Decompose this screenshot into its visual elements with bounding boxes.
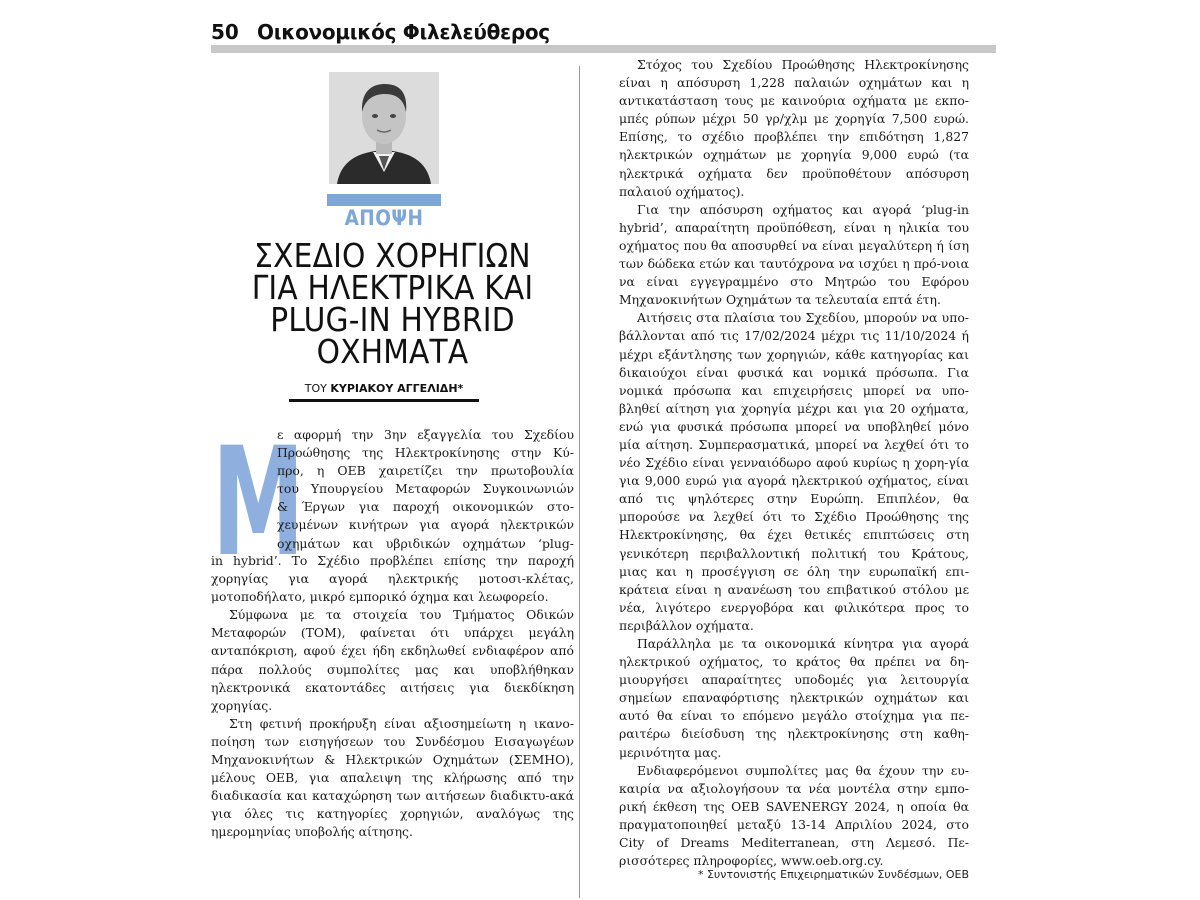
author-footnote: * Συντονιστής Επιχειρηματικών Συνδέσμων, ΟΕΒ bbox=[697, 868, 969, 881]
text-line: χευμένων κινήτρων για αγορά ηλεκτρικών bbox=[277, 517, 574, 533]
byline-author: ΚΥΡΙΑΚΟΥ ΑΓΓΕΛΙΔΗ* bbox=[330, 382, 464, 395]
drop-cap: Μ bbox=[212, 416, 305, 590]
page-number: 50 bbox=[211, 20, 239, 44]
paragraph: in hybrid’. Το Σχέδιο προβλέπει επίσης την παροχή χορηγίας για αγορά ηλεκτρικής μοτοσι-κλέτας, μοτοποδήλατο, μικρό εμπορικό όχημα και λεωφορείο. bbox=[211, 553, 574, 605]
byline bbox=[289, 382, 479, 395]
text-line: & Έργων για παροχή οικονομικών στο- bbox=[277, 499, 574, 515]
paragraph: Στη φετινή προκήρυξη είναι αξιοσημείωτη η ικανο-ποίηση των εισηγήσεων του Συνδέσμου Εισαγωγέων Μηχανοκινήτων & Ηλεκτρικών Οχημάτων (ΣΕΜΗΟ), μέλους ΟΕΒ, για απαλειψη της κλήρωσης από την διαδικασία και καταχώρηση των αιτήσεων διαδικτυ-ακά για όλες τις κατηγορίες χορηγιών, αναλόγως της ημερομηνίας υποβολής αίτησης. bbox=[211, 715, 574, 840]
header-rule bbox=[211, 45, 996, 53]
headline-line: ΟΧΗΜΑΤΑ bbox=[316, 332, 469, 371]
byline-prefix: ΤΟΥ bbox=[304, 382, 327, 395]
category-bar bbox=[327, 194, 441, 206]
paragraph: Για την απόσυρση οχήματος και αγορά ‘plug-in hybrid’, απαραίτητη προϋπόθεση, είναι η ηλικία του οχήματος που θα αποσυρθεί να είναι μεγαλύτερη ή ίση των δώδεκα ετών και ταυτόχρονα να ισχύει η πρό-νοια να είναι εγγεγραμμένο στο Μητρώο του Εφόρου Μηχανοκινήτων Οχημάτων τα τελευταία επτά έτη. bbox=[619, 201, 969, 308]
text-line: οχημάτων και υβριδικών οχημάτων ‘plug- bbox=[277, 535, 574, 551]
column-divider bbox=[579, 66, 580, 898]
byline-rule bbox=[289, 399, 479, 402]
paragraph: Στόχος του Σχεδίου Προώθησης Ηλεκτροκίνησης είναι η απόσυρση 1,228 παλαιών οχημάτων και η αντικατάσταση τους με καινούρια οχήματα με εκπο-μπές ρύπων μέχρι 50 γρ/χλμ με χορηγία 7,500 ευρώ. Επίσης, το σχέδιο προβλέπει την επιδότηση 1,827 ηλεκτρικών οχημάτων με χορηγία 9,000 ευρώ (τα ηλεκτρικά οχήματα δεν προϋποθέτουν απόσυρση παλαιού οχήματος). bbox=[619, 57, 969, 199]
paragraph: Αιτήσεις στα πλαίσια του Σχεδίου, μπορούν να υπο-βάλλονται από τις 17/02/2024 μέχρι τις 11/10/2024 ή μέχρι εξάντλησης των χορηγιών, κάθε κατηγορίας και δικαιούχοι είναι φυσικά και νομικά πρόσωπα. Για νομικά πρόσωπα και επιχειρήσεις μπορεί να υπο-βληθεί αίτηση για χορηγία μέχρι και για 20 οχήματα, ενώ για φυσικά πρόσωπα μπορεί να υποβληθεί μόνο μία αίτηση. Συμπερασματικά, μπορεί να λεχθεί ότι το νέο Σχέδιο είναι γενναιόδωρο αφού κυρίως η χορη-γία για 9,000 ευρώ για αγορά ηλεκτρικού οχήματος, είναι από τις ψηλότερες στην Ευρώπη. Επιπλέον, θα μπορούσε να λεχθεί ότι το Σχέδιο Προώθησης της Ηλεκτροκίνησης, θα έχει θετικές επιπτώσεις στη γενικότερη περιβαλλοντική πολιτική του Κράτους, μιας και η προσέγγιση σε όλη την ευρωπαϊκή επι-κράτεια είναι η ανανέωση του επιβατικού στόλου με νέα, λιγότερο ενεργοβόρα και φιλικότερα προς το περιβάλλον οχήματα. bbox=[619, 310, 969, 633]
headline bbox=[229, 236, 556, 371]
page-header bbox=[211, 14, 996, 54]
headline-line: PLUG-IN HYBRID bbox=[270, 300, 515, 339]
paragraph: Σύμφωνα με τα στοιχεία του Τμήματος Οδικών Μεταφορών (ΤΟΜ), φαίνεται ότι υπάρχει μεγάλη ανταπόκριση, αφού έχει ήδη εκδηλωθεί ενδιαφέρον από πάρα πολλούς συμπολίτες μας και υποβλήθηκαν ηλεκτρονικά εκατοντάδες αιτήσεις για διεκδίκηση χορηγίας. bbox=[211, 607, 574, 713]
paragraph: Παράλληλα με τα οικονομικά κίνητρα για αγορά ηλεκτρικού οχήματος, το κράτος θα πρέπει να δη-μιουργήσει απαραίτητες υποδομές για λειτουργία σημείων επαναφόρτισης ηλεκτρικών οχημάτων και αυτό θα είναι το επόμενο μεγάλο στοίχημα για πε-ραιτέρω διείσδυση της ηλεκτροκίνησης στη καθη-μερινότητα μας. bbox=[619, 636, 969, 760]
category-label: ΑΠΟΨΗ bbox=[344, 206, 424, 230]
headline-line: ΓΙΑ ΗΛΕΚΤΡΙΚΑ ΚΑΙ bbox=[251, 268, 534, 307]
text-line: Προώθησης της Ηλεκτροκίνησης στην Κύ- bbox=[277, 445, 574, 461]
author-portrait-image bbox=[329, 72, 439, 184]
text-line: προ, η ΟΕΒ χαιρετίζει την πρωτοβουλία bbox=[277, 463, 574, 479]
author-portrait bbox=[329, 72, 439, 184]
headline-line: ΣΧΕΔΙΟ ΧΟΡΗΓΙΩΝ bbox=[254, 236, 531, 275]
newspaper-title: Οικονομικός Φιλελεύθερος bbox=[257, 20, 550, 44]
text-line: του Υπουργείου Μεταφορών Συγκοινωνιών bbox=[277, 481, 574, 497]
left-column bbox=[211, 58, 574, 893]
left-body bbox=[211, 552, 574, 842]
text-line: ε αφορμή την 3ην εξαγγελία του Σχεδίου bbox=[277, 427, 574, 442]
paragraph: Ενδιαφερόμενοι συμπολίτες μας θα έχουν την ευ-καιρία να αξιολογήσουν τα νέα μοντέλα στην εμπο-ρική έκθεση της ΟΕΒ SAVENERGY 2024, η οποία θα πραγματοποιηθεί μεταξύ 13-14 Απριλίου 2024, στο City of Dreams Mediterranean, στη Λεμεσό. Πε-ρισσότερες πληροφορίες, www.oeb.org.cy. bbox=[619, 762, 969, 869]
lead-paragraph-start bbox=[277, 426, 574, 553]
right-column bbox=[619, 56, 969, 870]
